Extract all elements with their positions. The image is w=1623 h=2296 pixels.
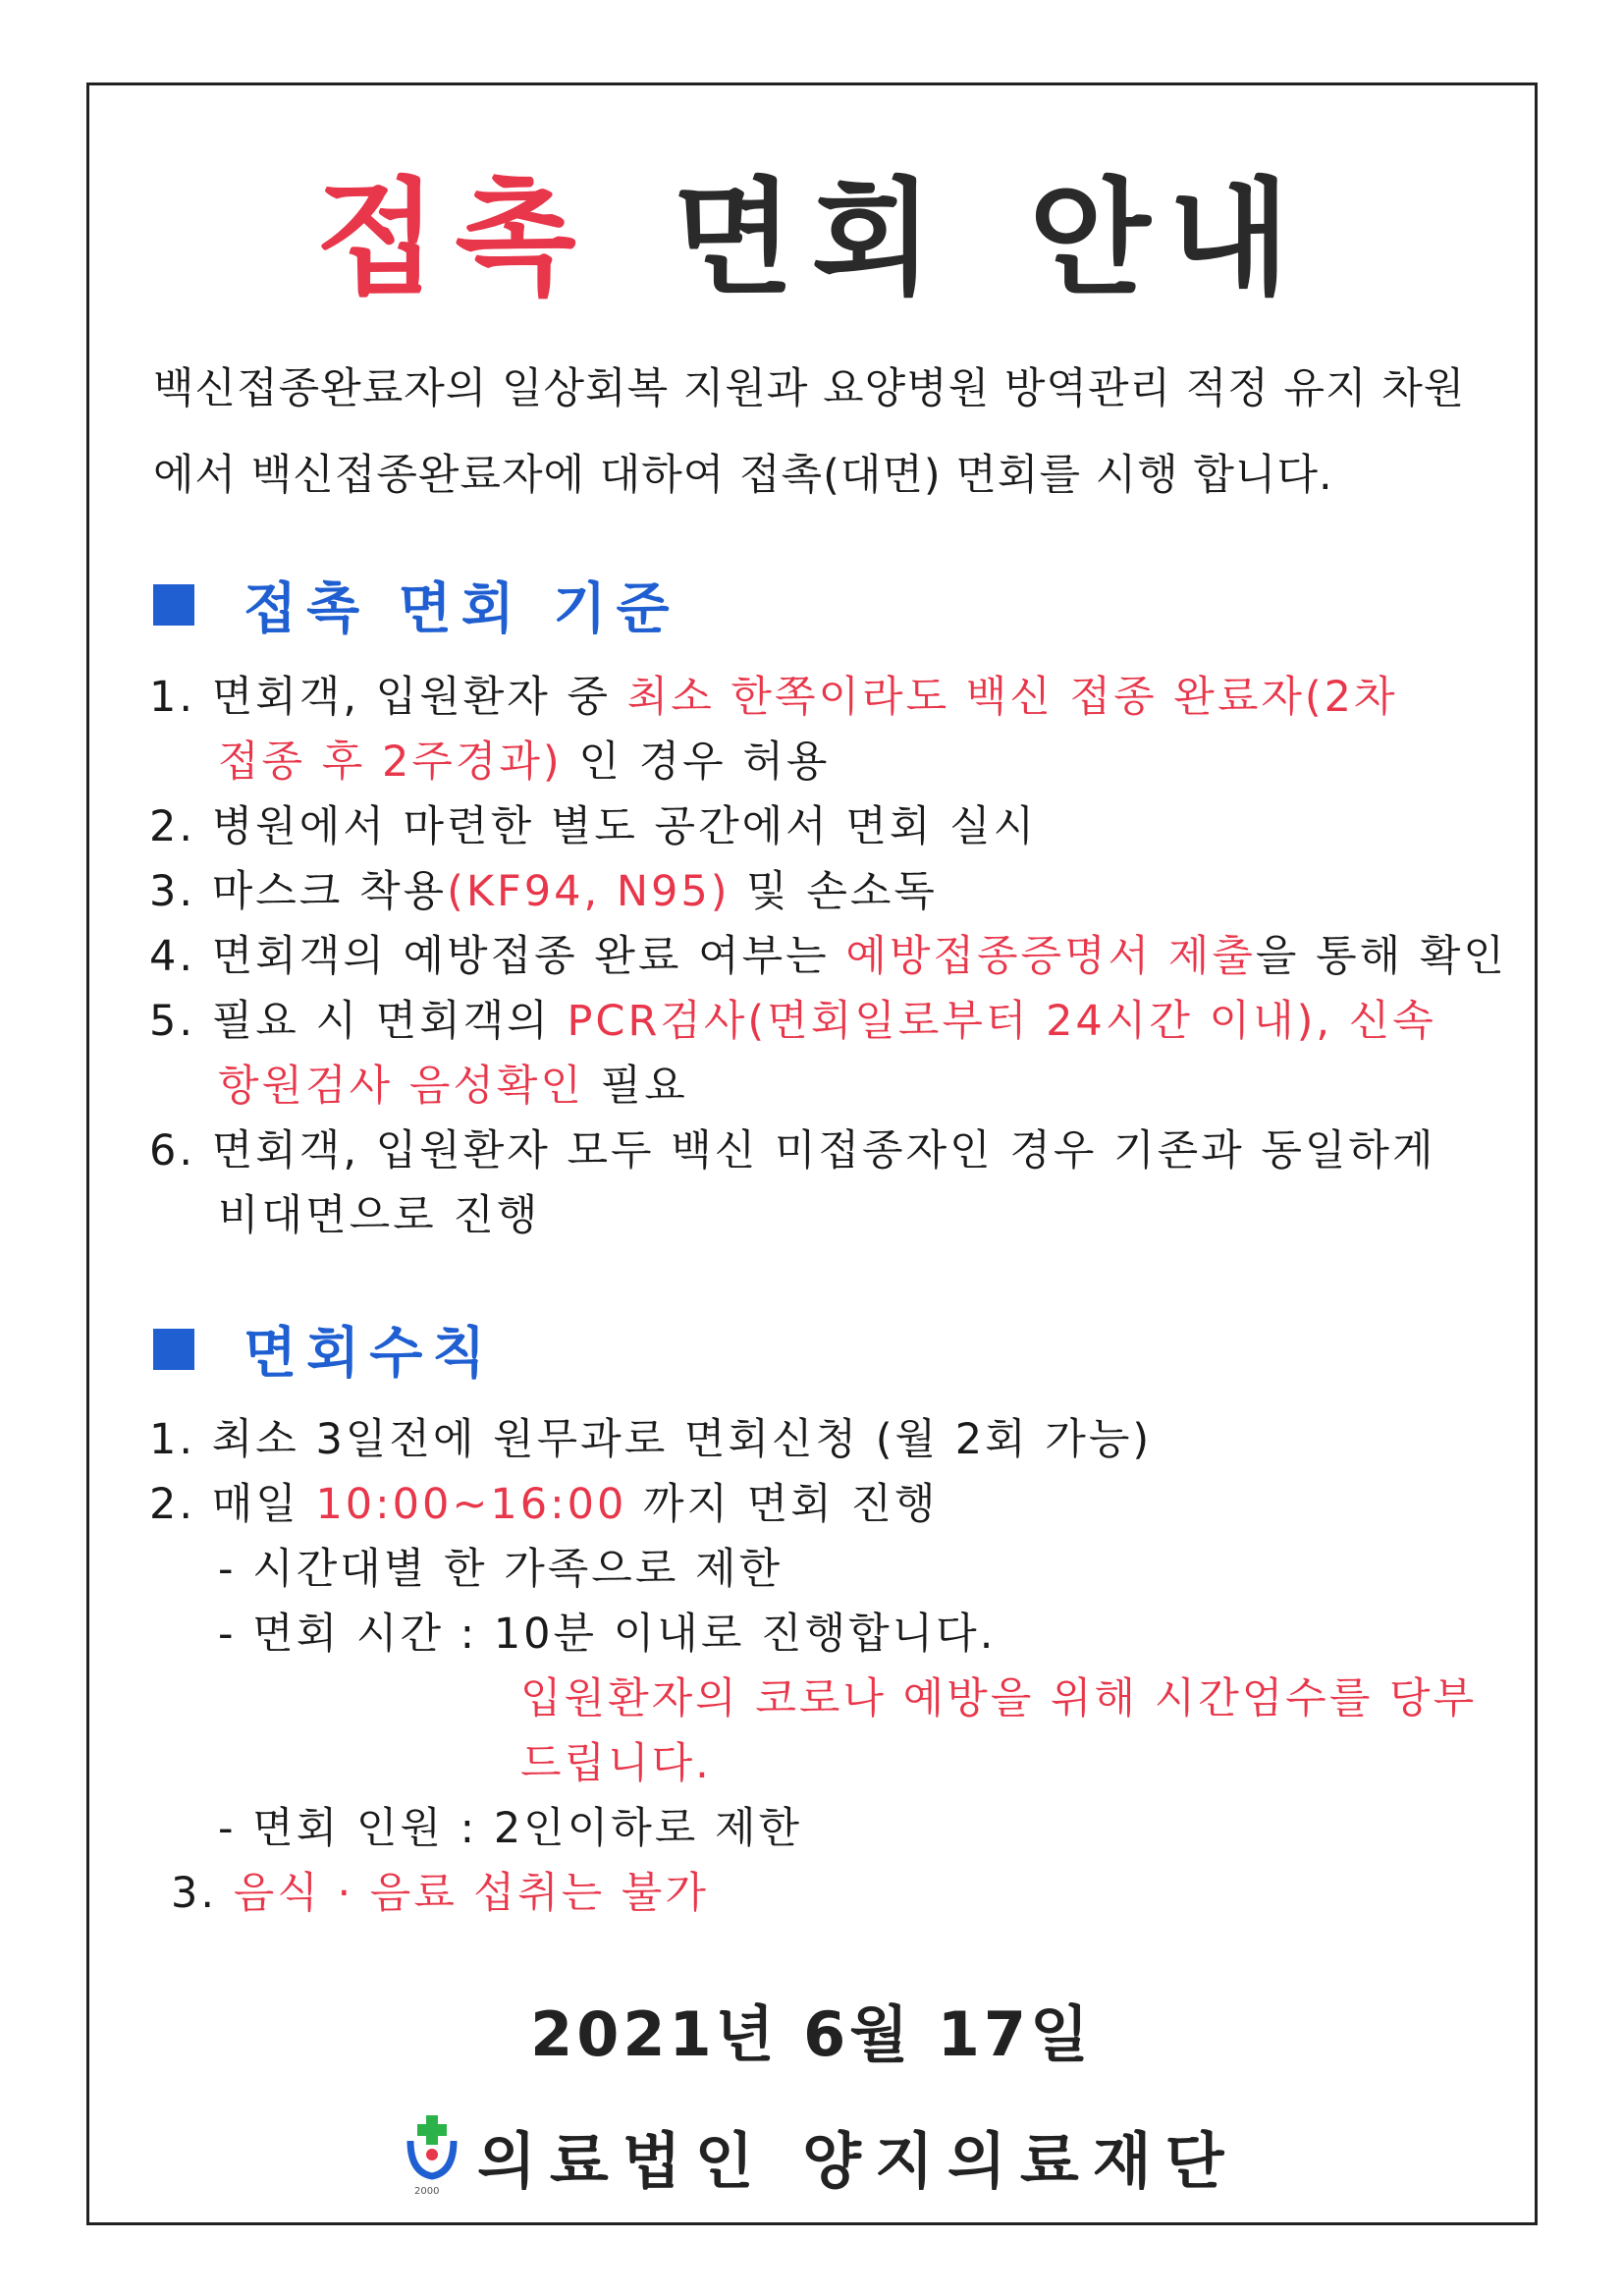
intro-line-2: 에서 백신접종완료자에 대하여 접촉(대면) 면회를 시행 합니다. <box>153 451 1333 500</box>
list-item <box>149 1118 1436 1177</box>
item-highlight: 10:00~16:00 <box>315 1480 627 1529</box>
list-item <box>149 1406 1152 1466</box>
list-item <box>149 858 938 918</box>
item-highlight: 입원환자의 코로나 예방을 위해 시간엄수를 당부 <box>520 1674 1478 1723</box>
sub-item-text: - 시간대별 한 가족으로 제한 <box>218 1545 784 1594</box>
item-text: 까지 면회 진행 <box>626 1480 939 1529</box>
foundation-logo-icon <box>403 2111 461 2200</box>
item-text: 비대면으로 진행 <box>218 1191 541 1240</box>
item-text: 매일 <box>211 1480 316 1529</box>
section-heading-rules <box>153 1310 495 1389</box>
item-highlight: 음식 · 음료 섭취는 불가 <box>233 1869 709 1918</box>
item-highlight: (KF94, N95) <box>447 867 730 916</box>
item-number: 3. <box>149 867 196 916</box>
item-highlight: 최소 한쪽이라도 백신 접종 완료자(2차 <box>626 673 1398 722</box>
sub-item-text: - 면회 시간 : 10분 이내로 진행합니다. <box>218 1610 997 1659</box>
item-highlight: 예방접종증명서 제출 <box>845 932 1256 981</box>
list-item-continuation <box>218 1053 688 1113</box>
section-heading-text: 면회수칙 <box>243 1322 496 1386</box>
document-date: 2021년 6월 17일 <box>530 1998 1093 2070</box>
square-bullet-icon <box>153 584 194 626</box>
item-number: 1. <box>149 1415 196 1464</box>
item-highlight: 접종 후 2주경과) <box>218 738 563 787</box>
organization-name: 의료법인 양지의료재단 <box>477 2124 1238 2197</box>
item-text: 및 손소독 <box>730 867 938 916</box>
sub-item <box>218 1536 783 1596</box>
sub-item <box>218 1795 802 1855</box>
intro-line-1: 백신접종완료자의 일상회복 지원과 요양병원 방역관리 적정 유지 차원 <box>153 364 1466 413</box>
title-word-2: 안내 <box>1029 166 1308 312</box>
item-text: 을 통해 확인 <box>1255 932 1507 981</box>
sub-item-note <box>520 1730 712 1790</box>
item-text: 면회객, 입원환자 중 <box>211 673 627 722</box>
list-item <box>149 988 1436 1048</box>
sub-item <box>218 1601 996 1661</box>
list-item <box>149 664 1398 724</box>
item-number: 4. <box>149 932 196 981</box>
intro-paragraph <box>153 346 1479 519</box>
title-red: 접촉 <box>315 166 594 312</box>
list-item-continuation <box>218 729 830 789</box>
page-title <box>0 137 1623 318</box>
section-heading-text: 접촉 면회 기준 <box>243 577 679 641</box>
title-word-1: 면회 <box>672 166 951 312</box>
square-bullet-icon <box>153 1329 194 1370</box>
item-number: 6. <box>149 1126 196 1175</box>
list-item <box>149 1471 939 1531</box>
item-number: 3. <box>171 1869 218 1918</box>
item-text: 면회객, 입원환자 모두 백신 미접종자인 경우 기존과 동일하게 <box>211 1126 1436 1175</box>
item-text: 면회객의 예방접종 완료 여부는 <box>211 932 846 981</box>
list-item <box>171 1860 709 1920</box>
logo-year: 2000 <box>414 2186 440 2197</box>
item-number: 5. <box>149 997 196 1046</box>
item-number: 2. <box>149 802 196 851</box>
item-text: 필요 시 면회객의 <box>211 997 568 1046</box>
list-item-continuation <box>218 1182 540 1242</box>
list-item <box>149 923 1507 983</box>
sub-item-text: - 면회 인원 : 2인이하로 제한 <box>218 1804 803 1853</box>
item-number: 1. <box>149 673 196 722</box>
item-highlight: 드립니다. <box>520 1739 712 1788</box>
item-text: 병원에서 마련한 별도 공간에서 면회 실시 <box>211 802 1038 851</box>
item-highlight: PCR검사(면회일로부터 24시간 이내), 신속 <box>567 997 1436 1046</box>
footer-organization <box>403 2111 1238 2200</box>
item-text: 최소 3일전에 원무과로 면회신청 (월 2회 가능) <box>211 1415 1153 1464</box>
sub-item-note <box>520 1666 1477 1725</box>
item-text: 필요 <box>583 1062 688 1111</box>
item-text: 인 경우 허용 <box>562 738 831 787</box>
item-number: 2. <box>149 1480 196 1529</box>
item-text: 마스크 착용 <box>211 867 448 916</box>
list-item <box>149 793 1037 853</box>
section-heading-criteria <box>153 566 679 644</box>
item-highlight: 항원검사 음성확인 <box>218 1062 584 1111</box>
